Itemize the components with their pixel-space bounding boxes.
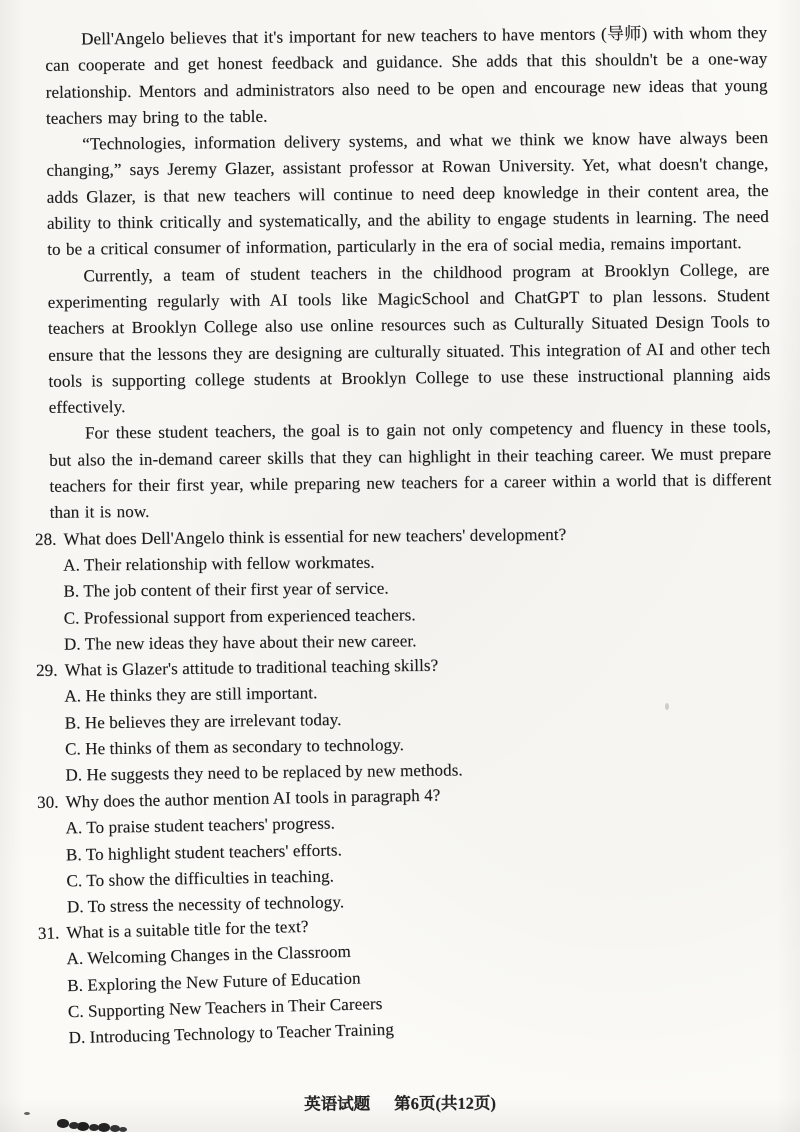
exam-title-label: 英语试题 (304, 1094, 371, 1114)
question-29-option-a: A. He thinks they are still important. (64, 683, 318, 706)
question-31-option-c: C. Supporting New Teachers in Their Careers (67, 993, 383, 1022)
passage-paragraph-1: Dell'Angelo believes that it's important for new teachers to have mentors (导师) with whom they can cooperate and get honest feedback and guidance. She adds that this shouldn't be a one-way relationship. Mentors and administrators also need to be open and encourage new ideas that young teachers may bring to the table. (45, 22, 768, 128)
page-number-label: 第6页(共12页) (394, 1093, 496, 1114)
question-number: 30. (36, 792, 59, 812)
question-text: What is a suitable title for the text? (66, 916, 309, 943)
question-31-option-d: D. Introducing Technology to Teacher Training (68, 1019, 395, 1048)
question-28 (35, 519, 773, 658)
question-number: 28. (34, 529, 57, 549)
question-29-option-d: D. He suggests they need to be replaced by new methods. (65, 760, 463, 785)
question-28-option-d: D. The new ideas they have about their new career. (63, 631, 417, 654)
question-29 (36, 648, 775, 789)
question-29-option-b: B. He believes they are irrelevant today. (64, 709, 342, 733)
page-footer (0, 1088, 800, 1116)
question-28-option-a: A. Their relationship with fellow workmates. (63, 552, 375, 575)
passage-paragraph-3: Currently, a team of student teachers in the childhood program at Brooklyn College, are experimenting regularly with AI tools like MagicSchool and ChatGPT to plan lessons. Student teachers at Brooklyn College also use online resources such as Culturally Situated Design Tools to ensure that the lessons they are designing are culturally situated. This integration of AI and other tech tools is supporting college students at Brooklyn College to use these instructional planning aids effectively. (47, 259, 771, 417)
question-number: 29. (35, 660, 58, 681)
passage-paragraph-4: For these student teachers, the goal is to gain not only competency and fluency in these tools, but also the in-demand career skills that they can highlight in their teaching career. We must prepare teachers for their first year, while preparing new teachers for a career within a world that is different than it is now. (49, 417, 772, 523)
question-29-option-c: C. He thinks of them as secondary to technology. (64, 735, 405, 759)
question-28-option-b: B. The job content of their first year of service. (63, 578, 389, 601)
question-28-option-c: C. Professional support from experienced teachers. (63, 604, 416, 628)
passage-paragraph-2: “Technologies, information delivery systems, and what we think we know have always been changing,” says Jeremy Glazer, assistant professor at Rowan University. Yet, what doesn't change, adds Glazer, is that new teachers will continue to need deep knowledge in their content area, the ability to think critically and systematically, and the ability to engage students in learning. The need to be a critical consumer of information, particularly in the era of social media, remains important. (46, 128, 769, 260)
question-31 (38, 902, 778, 1053)
question-30-option-d: D. To stress the necessity of technology. (66, 892, 345, 917)
question-text: Why does the author mention AI tools in paragraph 4? (65, 785, 441, 811)
question-30-option-b: B. To highlight student teachers' efforts. (65, 839, 343, 864)
question-31-option-a: A. Welcoming Changes in the Classroom (66, 942, 352, 969)
page-content (34, 20, 777, 1052)
question-30-option-c: C. To show the difficulties in teaching. (66, 865, 335, 890)
question-31-option-b: B. Exploring the New Future of Education (66, 968, 361, 995)
print-artifact-speck (665, 703, 669, 710)
print-artifact-smudge (24, 1112, 30, 1115)
question-30 (37, 776, 776, 921)
question-30-option-a: A. To praise student teachers' progress. (65, 813, 336, 838)
question-number: 31. (37, 923, 60, 943)
question-text: What does Dell'Angelo think is essential for new teachers' development? (63, 524, 567, 549)
question-text: What is Glazer's attitude to traditional teaching skills? (64, 655, 439, 680)
